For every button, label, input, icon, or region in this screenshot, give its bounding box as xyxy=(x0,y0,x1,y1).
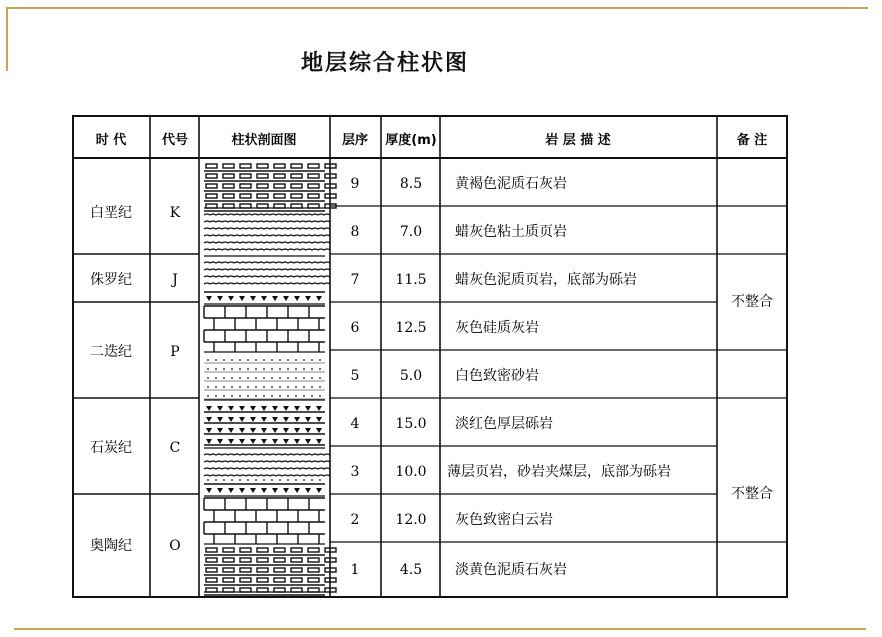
layer-thickness: 8.5 xyxy=(399,176,423,192)
layer-number: 4 xyxy=(350,416,360,432)
header-layer: 层序 xyxy=(341,133,369,148)
period-code: O xyxy=(169,538,181,554)
period-code: C xyxy=(169,440,181,456)
layer-thickness: 11.5 xyxy=(395,272,427,288)
layer-number: 9 xyxy=(350,176,360,192)
table-row xyxy=(351,271,637,288)
slide-title: 地层综合柱状图 xyxy=(300,51,469,76)
layer-description: 蜡灰色泥质页岩，底部为砾岩 xyxy=(455,272,637,288)
header-remark: 备 注 xyxy=(736,133,768,148)
layer-description: 薄层页岩，砂岩夹煤层，底部为砾岩 xyxy=(447,464,671,480)
period-name: 石炭纪 xyxy=(90,440,132,456)
layer-thickness: 4.5 xyxy=(399,562,423,578)
table-row xyxy=(351,463,671,480)
period-name: 奥陶纪 xyxy=(90,538,132,554)
table-row xyxy=(351,223,567,240)
layer-number: 2 xyxy=(350,512,360,528)
layer-thickness: 7.0 xyxy=(399,224,423,240)
layer-thickness: 12.0 xyxy=(395,512,427,528)
layer-number: 3 xyxy=(350,464,360,480)
period-name: 二迭纪 xyxy=(90,344,132,360)
remark-unconformity: 不整合 xyxy=(731,486,773,502)
period-code: P xyxy=(170,344,180,360)
layer-description: 灰色致密白云岩 xyxy=(455,512,553,528)
layer-number: 8 xyxy=(350,224,360,240)
period-name: 侏罗纪 xyxy=(90,272,132,288)
layer-description: 淡红色厚层砾岩 xyxy=(455,416,553,432)
header-description: 岩 层 描 述 xyxy=(545,133,611,148)
layer-thickness: 10.0 xyxy=(395,464,427,480)
period-dividers xyxy=(73,254,199,494)
layer-description: 淡黄色泥质石灰岩 xyxy=(455,562,567,578)
layer-number: 1 xyxy=(350,562,360,578)
layer-description: 灰色硅质灰岩 xyxy=(455,320,539,336)
table-row xyxy=(351,367,539,384)
layer-description: 蜡灰色粘土质页岩 xyxy=(455,224,567,240)
layer-number: 7 xyxy=(350,272,360,288)
header-era: 时 代 xyxy=(95,133,127,148)
layer-thickness: 12.5 xyxy=(395,320,427,336)
layer-thickness: 15.0 xyxy=(395,416,427,432)
header-thickness: 厚度(m) xyxy=(385,133,437,148)
layer-number: 6 xyxy=(350,320,360,336)
layer-description: 白色致密砂岩 xyxy=(455,368,539,384)
table-frame xyxy=(73,116,787,597)
period-name: 白垩纪 xyxy=(90,205,132,221)
layer-description: 黄褐色泥质石灰岩 xyxy=(455,176,567,192)
period-code: J xyxy=(172,272,178,288)
column-dividers xyxy=(150,116,717,597)
layer-number: 5 xyxy=(350,368,360,384)
lithology-column xyxy=(204,164,336,595)
remark-unconformity: 不整合 xyxy=(731,294,773,310)
header-column: 柱状剖面图 xyxy=(231,133,297,148)
header-code: 代号 xyxy=(161,133,189,148)
layer-thickness: 5.0 xyxy=(399,368,423,384)
table-row xyxy=(351,561,567,578)
period-code: K xyxy=(169,205,181,221)
table-row xyxy=(351,175,567,192)
table-row xyxy=(351,319,539,336)
